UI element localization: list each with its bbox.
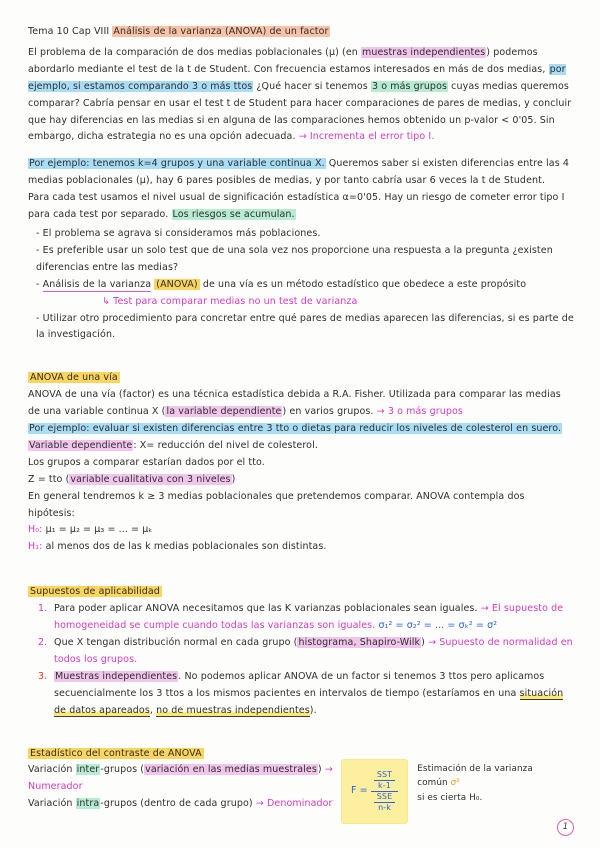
if-h0-true-note: si es cierta H₀. [417,793,483,804]
example-highlight-k4-groups: Por ejemplo: tenemos k=4 grupos y una variable continua X. [29,158,325,170]
n-minus-k-label: n-k [378,802,391,812]
intro-text-4: cuyas medias queremos comparar? Cabría pensar en usar el test t de Student para hacer comparaciones de pares de medias, y concluir que hay diferencias en las medias si en alguna de las comparaciones hemos obtenido un p-valor < 0'05. Sin embargo, dicha estrategia no es una opción adecuada. [28,80,572,143]
title-highlight: Análisis de la varianza (ANOVA) de un factor [113,26,329,37]
intro-highlight-3-groups: 3 o más grupos [371,80,448,92]
bullet-item-4: - Utilizar otro procedimiento para concretar entre qué pares de medias aparecen las diferencias, si es parte de la investigación. [36,312,574,341]
h0-body: μ₁ = μ₂ = μ₃ = ... = μₖ [42,524,153,536]
assumption-item-2 [38,635,574,669]
inter-mid: -grupos ( [100,764,145,776]
assumption-3-paired-data-underline: situación de datos apareados [54,687,564,716]
assumption-2-text-2: ) [421,637,429,648]
sigma-squared: σ² [450,778,460,789]
title-prefix: Tema 10 Cap VIII [28,26,113,37]
intro-paragraph [28,45,574,146]
intro-text-3: ¿Qué hacer si tenemos [253,80,371,92]
anova-def-text-2: ) en varios grupos. [282,406,377,418]
anova-definition-paragraph [28,387,574,556]
assumption-1-homogeneity-note: → El supuesto de homogeneidad se cumple cuando todas las varianzas son iguales. [54,603,564,632]
assumption-item-1 [38,601,574,635]
anova-example-highlight: Por ejemplo: evaluar si existen diferencias entre 3 tto o dietas para reducir los niveles de colesterol en suero. [29,423,562,435]
page-title [28,24,574,41]
assumption-3-text-1: . No podemos aplicar ANOVA de un factor si tenemos 3 ttos pero aplicamos secuencialmente los 3 ttos a los mismos pacientes en intervalos de tiempo (estaríamos en una [54,670,545,699]
bullet-item-1: - El problema se agrava si consideramos más poblaciones. [36,227,321,239]
inter-close: ) [317,764,325,776]
example-text-1: Queremos saber si existen diferencias entre las 4 medias poblacionales (μ), hay 6 pares posibles de medias, y por tanto cabría usar 6 veces la t de Student. [28,158,570,187]
assumptions-heading-highlight: Supuestos de aplicabilidad [30,586,160,598]
assumptions-list [38,601,574,719]
example-paragraph [28,156,574,224]
numerator-annotation: → Numerador [28,764,333,793]
assumption-2-shapiro-highlight: histograma, Shapiro-Wilk [298,637,421,648]
intro-text-2: ) podemos abordarlo mediante el test de la t de Student. Con frecuencia estamos interesados en más de dos medias, [28,46,549,75]
anova-dep-var-rest: : X= reducción del nivel de colesterol. [133,439,318,451]
anova-section-heading [28,370,574,387]
example-highlight-risks-accumulate: Los riesgos se acumulan. [172,209,295,221]
spacer [28,720,574,746]
page-number-badge [557,819,574,836]
variation-lines [28,762,368,813]
example-text-2: Para cada test usamos el nivel usual de significación estadística α=0'05. Hay un riesgo de cometer error tipo I para cada test por separado. [28,192,565,221]
anova-z-pre: Z = tto ( [28,473,70,485]
assumption-3-body [54,669,574,720]
denominator-annotation: → Denominador [255,798,333,810]
anova-section [28,370,574,556]
inter-highlight: inter [76,764,100,776]
f-equals: F = [351,784,368,796]
bullet-3-sub-annotation: ↳ Test para comparar medias no un test de varianza [102,295,358,307]
assumption-1-variance-formula: σ₁² = σ₂² = ... = σₖ² = σ² [378,620,498,632]
h0-label: H₀: [28,524,43,536]
intro-text-1: El problema de la comparación de dos medias poblacionales (μ) (en [28,46,362,58]
spacer [28,148,574,156]
k-minus-1-label: k-1 [378,780,391,790]
assumption-item-3 [38,669,574,720]
anova-def-text-1: ANOVA de una vía (factor) es una técnica estadística debida a R.A. Fisher. Utilizada para comparar las medias de una variable continua X ( [28,389,561,418]
intra-group-line [28,796,368,813]
assumption-2-text-1: Que X tengan distribución normal en cada grupo ( [54,637,298,648]
anova-groups-line: Los grupos a comparar estarían dados por el tto. [28,456,265,468]
sst-fraction [374,770,395,791]
sst-label: SST [374,770,395,781]
h1-body: al menos dos de las k medias poblacionales son distintas. [42,541,327,553]
f-numerator [371,770,398,792]
anova-dep-var-label-highlight: Variable dependiente [29,439,133,451]
assumption-1-text: Para poder aplicar ANOVA necesitamos que las K varianzas poblacionales sean iguales. [54,603,481,615]
intro-highlight-independent-samples: muestras independientes [362,46,486,58]
assumption-1-number: 1. [38,603,48,615]
assumption-1-body [54,601,574,635]
inter-group-line [28,762,368,796]
inter-pre: Variación [28,764,76,776]
bullet-item-3 [36,277,574,294]
sse-fraction [374,792,396,813]
f-statistic-formula-cluster [342,760,560,823]
assumption-3-number: 3. [38,670,48,682]
f-outer-fraction [371,770,399,813]
page-number: 1 [562,822,569,833]
bullet-list [36,226,574,344]
intro-annotation-type1-error: → Incrementa el error tipo I. [298,131,435,143]
intra-mid: -grupos (dentro de cada grupo) [100,798,256,810]
bullet-3-anova-highlight: (ANOVA) [156,278,198,290]
anova-highlight-dependent-variable: la variable dependiente [166,406,282,418]
assumptions-section [28,584,574,719]
intro-highlight-comparing-3-ttos: por ejemplo, si estamos comparando 3 o más ttos [28,63,566,92]
assumption-2-normality-note: → Supuesto de normalidad en todos los grupos. [54,637,573,665]
sse-label: SSE [374,792,396,803]
test-statistic-heading-highlight: Estadístico del contraste de ANOVA [30,747,202,759]
test-statistic-section [28,746,574,848]
bullet-3-rest: de una vía es un método estadístico que obedece a este propósito [199,278,527,290]
intra-highlight: intra [76,798,100,810]
bullet-3-underlined-anova: Análisis de la varianza [42,278,152,290]
f-denominator [371,792,399,813]
intra-pre: Variación [28,798,76,810]
formula-box [342,760,407,823]
inter-paren-highlight: variación en las medias muestrales [145,764,317,776]
assumption-3-close: ). [309,704,317,716]
assumption-3-not-independent-underline: no de muestras independientes [156,704,310,716]
assumption-3-independent-samples-highlight: Muestras independientes [55,670,178,682]
h1-label: H₁: [28,541,43,553]
bullet-item-2: - Es preferible usar un solo test que de una sola vez nos proporcione una respuesta a la pregunta ¿existen diferencias entre las medias? [36,244,553,273]
spacer [28,344,574,370]
assumption-2-number: 2. [38,637,48,648]
bullet-3-dash: - [36,278,43,290]
formula-side-note [417,760,560,807]
variance-estimate-note: Estimación de la varianza común [417,763,533,789]
assumptions-heading [28,584,574,601]
spacer [28,558,574,584]
anova-z-post: ) [231,473,236,485]
anova-general-line: En general tendremos k ≥ 3 medias poblacionales que pretendemos comparar. ANOVA contempla dos hipótesis: [28,490,525,519]
anova-heading-highlight: ANOVA de una vía [30,372,118,384]
anova-annotation-3-or-more: → 3 o más grupos [376,406,463,418]
anova-z-highlight: variable cualitativa con 3 niveles [70,473,231,485]
assumption-3-comma: , [149,704,157,716]
assumption-2-body [54,635,574,669]
